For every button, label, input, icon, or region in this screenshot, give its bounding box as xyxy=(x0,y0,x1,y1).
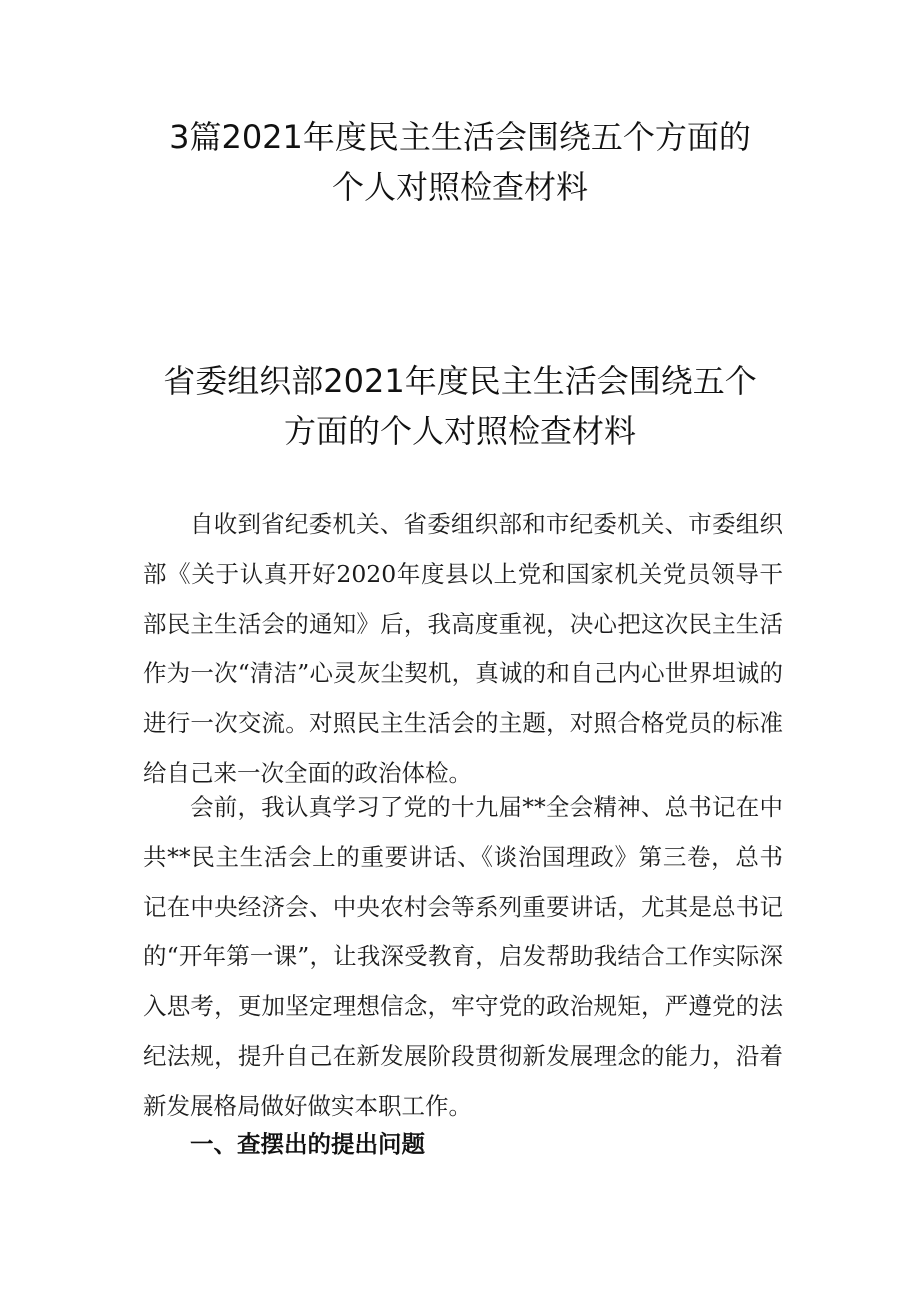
body-paragraph: 会前，我认真学习了党的十九届**全会精神、总书记在中共**民主生活会上的重要讲话、《谈治国理政》第三卷，总书记在中央经济会、中央农村会等系列重要讲话，尤其是总书记的“开年第一课”，让我深受教育，启发帮助我结合工作实际深入思考，更加坚定理想信念，牢守党的政治规矩，严遵党的法纪法规，提升自己在新发展阶段贯彻新发展理念的能力，沿着新发展格局做好做实本职工作。 xyxy=(143,793,783,1120)
article-title xyxy=(100,356,820,456)
article-title-line-2: 方面的个人对照检查材料 xyxy=(283,412,636,450)
article-title-line-1: 省委组织部2021年度民主生活会围绕五个 xyxy=(163,362,757,400)
body-paragraph-2-block xyxy=(143,783,783,1132)
body-paragraph-1-block xyxy=(143,500,783,799)
section-heading: 一、查摆出的提出问题 xyxy=(190,1130,425,1158)
document-title xyxy=(100,112,820,212)
document-title-line-1: 3篇2021年度民主生活会围绕五个方面的 xyxy=(169,118,751,156)
body-paragraph: 自收到省纪委机关、省委组织部和市纪委机关、市委组织部《关于认真开好2020年度县以上党和国家机关党员领导干部民主生活会的通知》后，我高度重视，决心把这次民主生活作为一次“清洁”心灵灰尘契机，真诚的和自己内心世界坦诚的进行一次交流。对照民主生活会的主题，对照合格党员的标准给自己来一次全面的政治体检。 xyxy=(143,510,783,787)
document-title-line-2: 个人对照检查材料 xyxy=(331,168,588,206)
